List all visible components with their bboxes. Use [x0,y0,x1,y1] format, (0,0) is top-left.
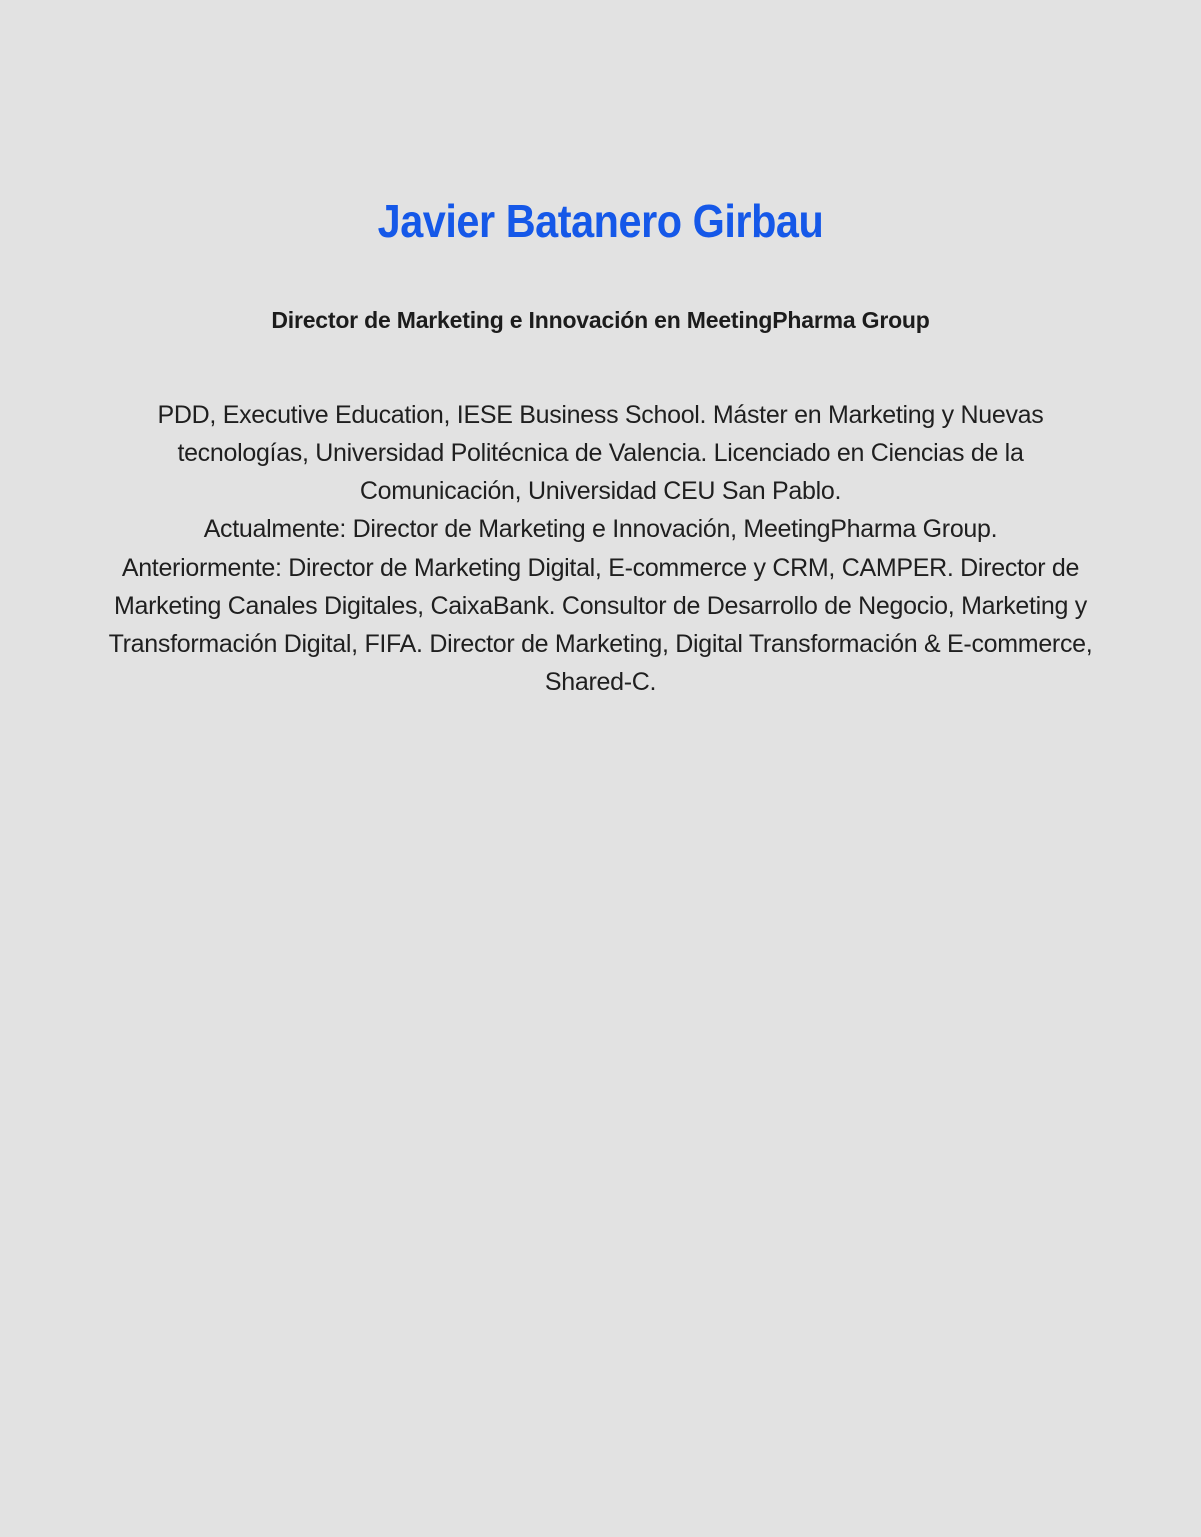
profile-role: Director de Marketing e Innovación en MeetingPharma Group [271,306,930,333]
bio-paragraph: Anteriormente: Director de Marketing Digital, E-commerce y CRM, CAMPER. Director de Marketing Canales Digitales, CaixaBank. Consultor de Desarrollo de Negocio, Marketing y Transformación Digital, FIFA. Director de Marketing, Digital Transformación & E-commerce, Shared-C. [108,553,1093,697]
bio-paragraph: PDD, Executive Education, IESE Business School. Máster en Marketing y Nuevas tecnologías, Universidad Politécnica de Valencia. Licenciado en Ciencias de la Comunicación, Universidad CEU San Pablo. [157,400,1044,506]
page-title: Javier Batanero Girbau [377,195,824,247]
profile-bio [96,334,1106,702]
bio-paragraph: Actualmente: Director de Marketing e Innovación, MeetingPharma Group. [203,515,998,544]
